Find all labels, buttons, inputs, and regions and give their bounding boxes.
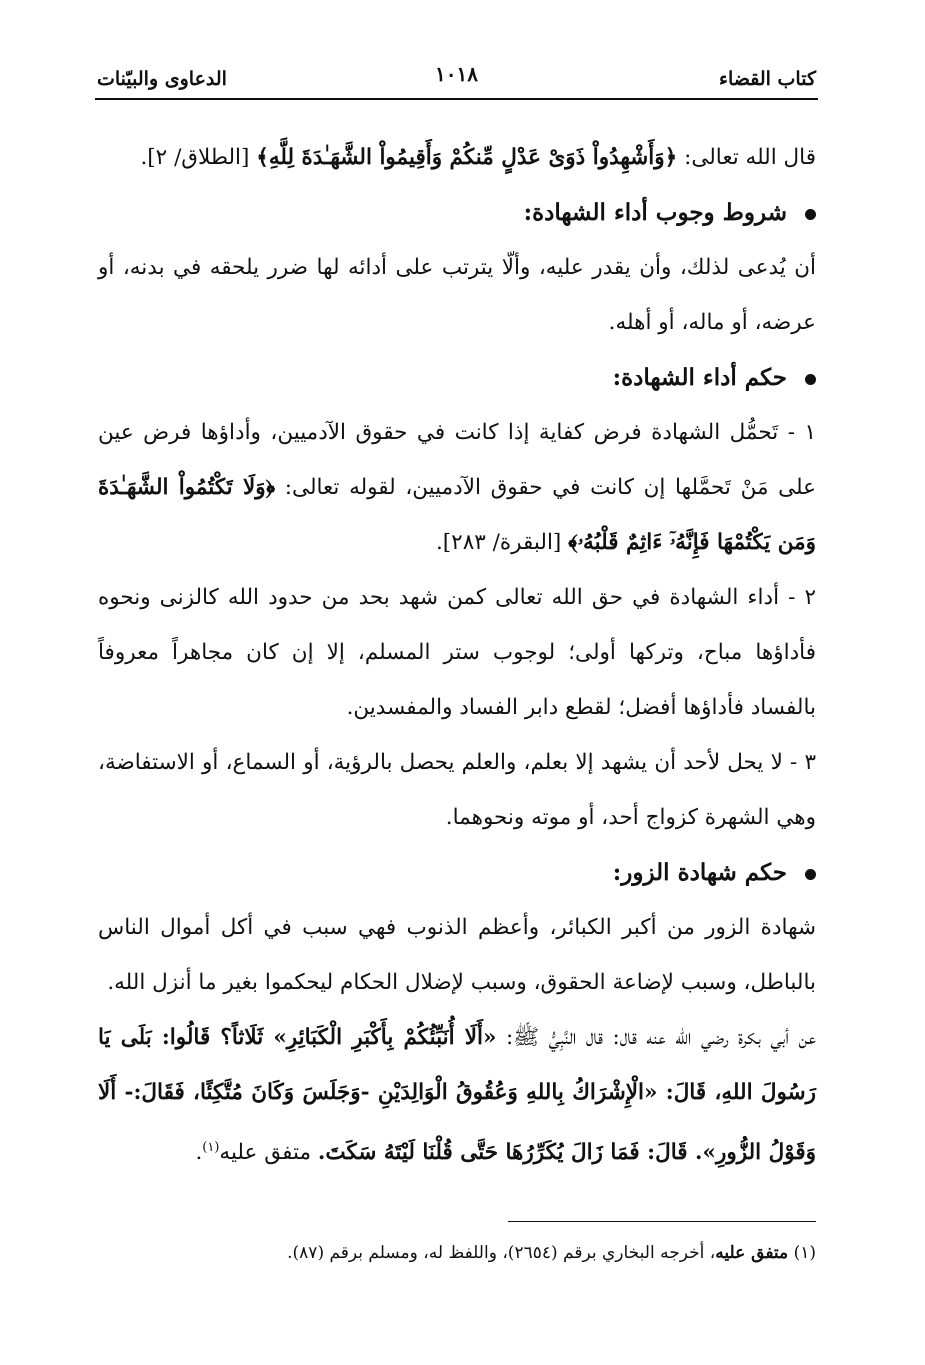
intro-verse-paragraph <box>98 130 816 185</box>
verse-reference: [الطلاق/ ٢]. <box>140 145 257 170</box>
item-number: ٣ - <box>782 750 816 775</box>
section-heading <box>98 185 816 240</box>
item-text: لا يحل لأحد أن يشهد إلا بعلم، والعلم يحصل بالرؤية، أو السماع، أو الاستفاضة، وهي الشهرة كزواج أحد، أو موته ونحوهما. <box>98 750 816 830</box>
section-paragraph: شهادة الزور من أكبر الكبائر، وأعظم الذنوب فهي سبب في أكل أموال الناس بالباطل، وسبب لإضاعة الحقوق، وسبب لإضلال الحكام ليحكموا بغير ما أنزل الله. <box>98 915 816 995</box>
section-heading <box>98 350 816 405</box>
list-item <box>98 405 816 570</box>
list-item <box>98 570 816 735</box>
bullet-icon <box>805 869 816 880</box>
hadith-quote: «أَلَا أُنَبِّئُكُمْ بِأَكْبَرِ الْكَبَائِرِ» ثَلَاثاً؟ قَالُوا: بَلَى يَا رَسُولَ اللهِ، قَالَ: «الْإِشْرَاكُ بِاللهِ وَعُقُوقُ الْوَالِدَيْنِ -وَجَلَسَ وَكَانَ مُتَّكِئًا، فَقَالَ:- أَلَا وَقَوْلُ الزُّورِ». قَالَ: فَمَا زَالَ يُكَرِّرُهَا حَتَّى قُلْنَا لَيْتَهُ سَكَتَ. <box>98 1025 816 1166</box>
main-text <box>98 130 816 1180</box>
quran-verse: ﴿وَلَا تَكْتُمُواْ الشَّهَـٰدَةَ وَمَن يَكْتُمْهَا فَإِنَّهُۥٓ ءَاثِمٌ قَلْبُهُۥ﴾ <box>98 475 816 555</box>
bullet-icon <box>805 209 816 220</box>
footnote-marker[interactable]: (١) <box>202 1140 220 1155</box>
verse-reference: [البقرة/ ٢٨٣]. <box>435 530 569 555</box>
footnote-text: ، أخرجه البخاري برقم (٢٦٥٤)، واللفظ له، ومسلم برقم (٨٧). <box>287 1243 716 1263</box>
quran-verse: ﴿وَأَشْهِدُواْ ذَوَىْ عَدْلٍ مِّنكُمْ وَأَقِيمُواْ الشَّهَـٰدَةَ لِلَّهِ﴾ <box>256 145 678 170</box>
hadith-paragraph <box>98 1010 816 1180</box>
hadith-end: . <box>195 1140 203 1166</box>
heading-text: حكم أداء الشهادة: <box>612 364 787 391</box>
section-paragraph: أن يُدعى لذلك، وأن يقدر عليه، وألّا يترتب على أدائه لها ضرر يلحقه في بدنه، أو عرضه، أو ماله، أو أهله. <box>98 255 816 335</box>
book-title: كتاب القضاء <box>719 68 816 90</box>
item-text: تَحمُّل الشهادة فرض كفاية إذا كانت في حقوق الآدميين، وأداؤها فرض عين على مَنْ تَحمَّلها إن كانت في حقوق الآدميين، لقوله تعالى: <box>98 420 816 500</box>
hadith-source: متفق عليه <box>219 1140 312 1166</box>
heading-text: حكم شهادة الزور: <box>612 859 787 886</box>
page-header <box>95 62 818 100</box>
list-item <box>98 735 816 845</box>
item-number: ٢ - <box>779 585 817 610</box>
intro-prefix: قال الله تعالى: <box>677 145 816 170</box>
bullet-icon <box>805 374 816 385</box>
footnote-label: متفق عليه <box>715 1243 789 1263</box>
hadith-intro: عن أبي بكرة رضي الله عنه قال: قال النَّبِيُّ ﷺ: <box>496 1025 816 1050</box>
footnote-divider <box>508 1221 816 1222</box>
section-heading <box>98 845 816 900</box>
section-title: الدعاوى والبيّنات <box>97 68 227 90</box>
item-text: أداء الشهادة في حق الله تعالى كمن شهد بحد من حدود الله كالزنى ونحوه فأداؤها مباح، وتركها أولى؛ لوجوب ستر المسلم، إلا إن كان مجاهراً معروفاً بالفساد فأداؤها أفضل؛ لقطع دابر الفساد والمفسدين. <box>98 585 816 720</box>
page-number: ١٠١٨ <box>435 62 478 86</box>
item-number: ١ - <box>778 420 817 445</box>
footnote-number: (١) <box>788 1243 816 1263</box>
heading-text: شروط وجوب أداء الشهادة: <box>523 199 787 226</box>
footnote <box>98 1238 816 1268</box>
